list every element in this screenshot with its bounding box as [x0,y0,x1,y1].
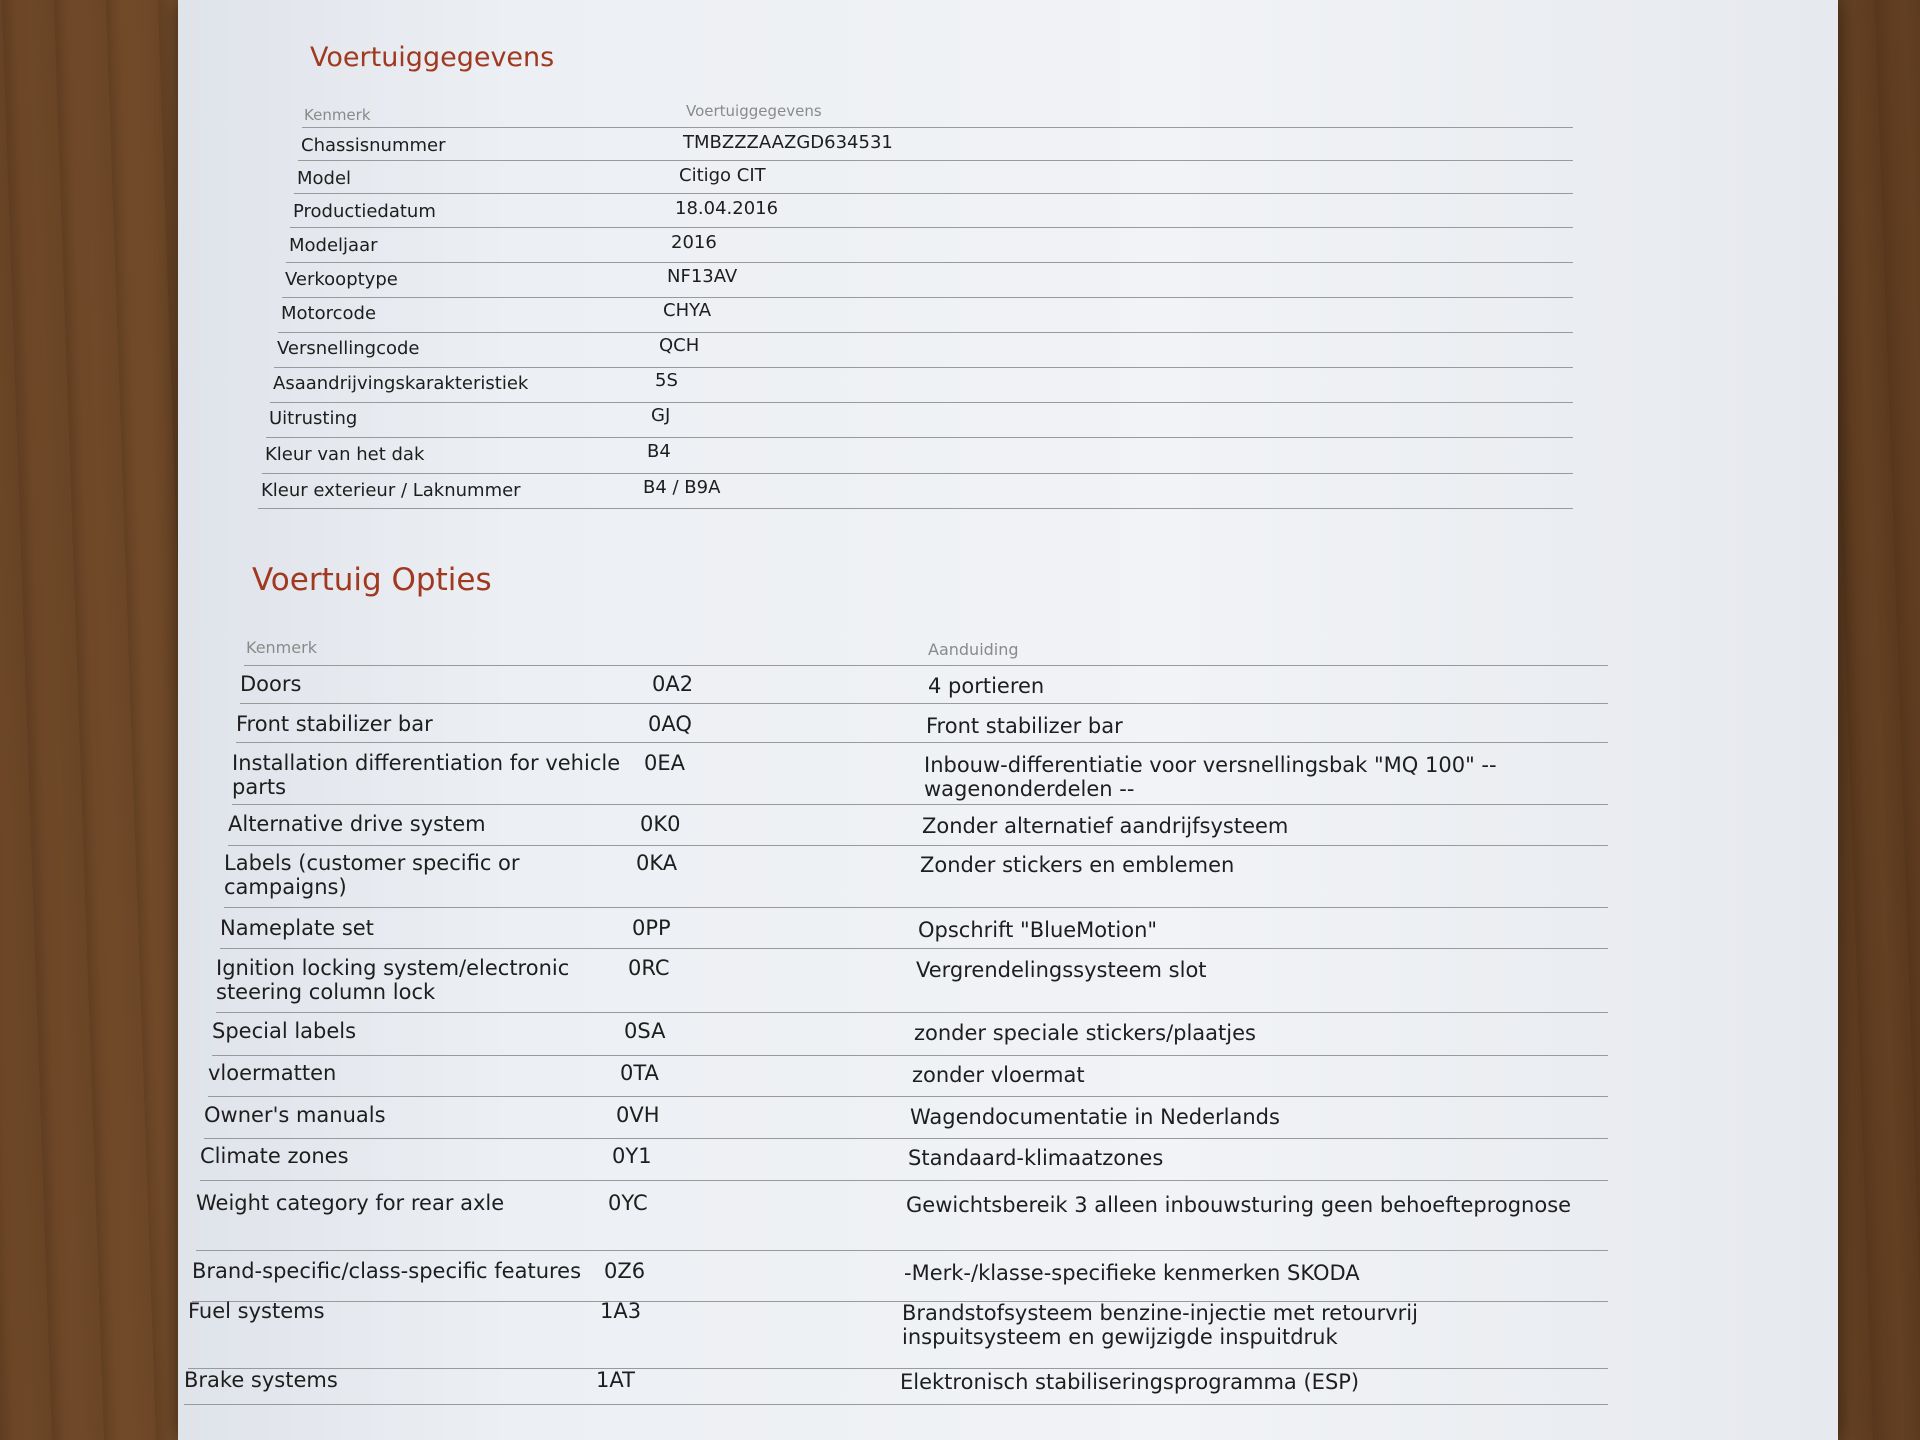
vehicle-data-title: Voertuiggegevens [310,42,555,73]
vehicle-option-description: Zonder stickers en emblemen [920,853,1235,877]
row-divider [196,1250,1608,1251]
vehicle-option-description: Gewichtsbereik 3 alleen inbouwsturing geen behoefteprognose [906,1193,1572,1217]
vehicle-option-description: Standaard-klimaatzones [908,1146,1164,1170]
vehicle-data-value: B4 / B9A [643,477,721,498]
vehicle-options-header-feature: Kenmerk [246,638,317,657]
row-divider [220,948,1608,949]
vehicle-option-code: 0EA [644,751,685,775]
vehicle-option-description: Wagendocumentatie in Nederlands [910,1105,1280,1129]
row-divider [216,1012,1608,1013]
row-divider [294,193,1573,194]
vehicle-option-description: Inbouw-differentiatie voor versnellingsbak "MQ 100" -- wagenonderdelen -- [924,753,1497,801]
vehicle-data-label: Model [297,168,352,189]
vehicle-option-description: Vergrendelingssysteem slot [916,958,1207,982]
vehicle-data-value: NF13AV [667,266,738,287]
vehicle-option-code: 0K0 [640,812,681,836]
vehicle-data-value: 18.04.2016 [675,198,779,219]
vehicle-option-description: Front stabilizer bar [926,714,1123,738]
vehicle-data-value: 5S [655,370,678,391]
vehicle-option-feature: Climate zones [200,1144,349,1168]
vehicle-option-feature: Owner's manuals [204,1103,386,1127]
vehicle-option-feature: Labels (customer specific or campaigns) [224,851,520,899]
row-divider [278,332,1573,333]
vehicle-option-feature: Brand-specific/class-specific features [192,1259,582,1283]
vehicle-option-code: 0TA [620,1061,659,1085]
vehicle-options-header-description: Aanduiding [928,640,1019,659]
row-divider [282,297,1573,298]
vehicle-data-value: Citigo CIT [679,165,766,186]
row-divider [212,1055,1608,1056]
vehicle-option-description: Opschrift "BlueMotion" [918,918,1158,942]
row-divider [200,1180,1608,1181]
vehicle-option-feature: Fuel systems [188,1299,325,1323]
vehicle-option-description: Zonder alternatief aandrijfsysteem [922,814,1289,838]
row-divider [240,703,1608,704]
row-divider [232,804,1608,805]
vehicle-data-header-feature: Kenmerk [304,106,371,124]
vehicle-option-code: 0AQ [648,712,692,736]
vehicle-option-code: 0Z6 [604,1259,646,1283]
row-divider [266,437,1573,438]
row-divider [270,402,1573,403]
row-divider [302,127,1573,128]
vehicle-option-code: 0SA [624,1019,666,1043]
row-divider [290,227,1573,228]
vehicle-option-feature: Installation differentiation for vehicle parts [232,751,621,799]
vehicle-option-feature: Ignition locking system/electronic steering column lock [216,956,570,1004]
row-divider [204,1138,1608,1139]
row-divider [258,508,1573,509]
vehicle-option-code: 0KA [636,851,678,875]
vehicle-data-label: Modeljaar [289,235,378,256]
vehicle-data-label: Uitrusting [269,408,358,429]
vehicle-data-label: Kleur exterieur / Laknummer [261,480,521,501]
vehicle-data-label: Asaandrijvingskarakteristiek [273,373,529,394]
vehicle-option-feature: Front stabilizer bar [236,712,433,736]
vehicle-data-value: TMBZZZAAZGD634531 [683,132,893,153]
row-divider [274,367,1573,368]
vehicle-option-code: 1AT [596,1368,635,1392]
vehicle-data-header-value: Voertuiggegevens [686,102,822,120]
row-divider [224,907,1608,908]
vehicle-option-feature: Special labels [212,1019,357,1043]
row-divider [228,845,1608,846]
vehicle-option-code: 0YC [608,1191,648,1215]
row-divider [184,1404,1608,1405]
vehicle-option-description: Elektronisch stabiliseringsprogramma (ESP) [900,1370,1360,1394]
vehicle-option-description: zonder vloermat [912,1063,1085,1087]
vehicle-data-label: Versnellingcode [277,338,420,359]
row-divider [188,1368,1608,1369]
vehicle-option-code: 0PP [632,916,671,940]
vehicle-option-description: 4 portieren [928,674,1045,698]
row-divider [236,742,1608,743]
vehicle-data-label: Kleur van het dak [265,444,425,465]
row-divider [244,665,1608,666]
vehicle-data-value: CHYA [663,300,712,321]
vehicle-data-value: GJ [651,405,671,426]
vehicle-option-feature: Doors [240,672,302,696]
vehicle-options-title: Voertuig Opties [252,562,492,598]
vehicle-option-feature: Brake systems [184,1368,338,1392]
vehicle-option-code: 0VH [616,1103,660,1127]
vehicle-option-description: Brandstofsysteem benzine-injectie met retourvrij inspuitsysteem en gewijzigde inspuitdruk [902,1301,1418,1349]
vehicle-option-code: 0Y1 [612,1144,652,1168]
vehicle-data-label: Productiedatum [293,201,436,222]
vehicle-data-label: Verkooptype [285,269,398,290]
vehicle-data-value: QCH [659,335,700,356]
row-divider [286,262,1573,263]
vehicle-option-feature: Nameplate set [220,916,374,940]
row-divider [298,160,1573,161]
vehicle-option-code: 0RC [628,956,670,980]
row-divider [208,1096,1608,1097]
vehicle-option-feature: Weight category for rear axle [196,1191,505,1215]
vehicle-data-label: Chassisnummer [301,135,446,156]
vehicle-option-description: -Merk-/klasse-specifieke kenmerken SKODA [904,1261,1360,1285]
document-page [178,0,1838,1440]
vehicle-option-description: zonder speciale stickers/plaatjes [914,1021,1256,1045]
vehicle-data-value: B4 [647,441,671,462]
vehicle-option-feature: vloermatten [208,1061,337,1085]
vehicle-option-feature: Alternative drive system [228,812,486,836]
vehicle-option-code: 1A3 [600,1299,642,1323]
vehicle-data-value: 2016 [671,232,717,253]
vehicle-option-code: 0A2 [652,672,694,696]
vehicle-data-label: Motorcode [281,303,377,324]
row-divider [262,473,1573,474]
